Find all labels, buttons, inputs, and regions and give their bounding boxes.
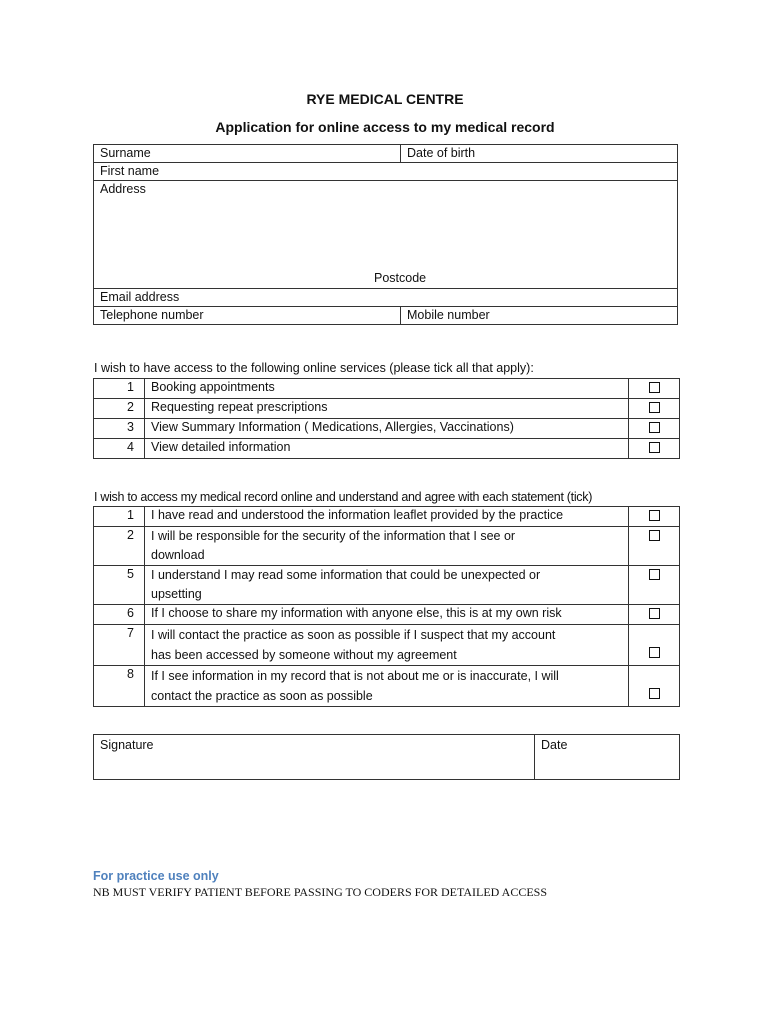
service-text: Booking appointments: [145, 379, 629, 399]
agreement-number: 6: [94, 605, 145, 625]
agreement-row: [94, 507, 680, 527]
agreement-text-line1: I have read and understood the information leaflet provided by the practice: [151, 508, 564, 522]
agreement-text-line1: If I see information in my record that is not about me or is inaccurate, I will: [151, 669, 559, 683]
checkbox-icon[interactable]: [649, 382, 660, 393]
services-table: [93, 378, 680, 459]
email-field[interactable]: [94, 289, 678, 307]
service-row: [94, 399, 680, 419]
agreement-number: 2: [94, 527, 145, 566]
signature-label: Signature: [100, 738, 154, 752]
service-number: 1: [94, 379, 145, 399]
checkbox-icon[interactable]: [649, 442, 660, 453]
service-number: 3: [94, 419, 145, 439]
checkbox-icon[interactable]: [649, 647, 660, 658]
service-row: [94, 379, 680, 399]
signature-date-label: Date: [541, 738, 568, 752]
agreement-text-line1: I will be responsible for the security of the information that I see or: [151, 529, 516, 543]
email-label: Email address: [100, 290, 180, 304]
signature-field[interactable]: [94, 735, 535, 780]
agreements-intro: I wish to access my medical record online and understand and agree with each statement (tick): [94, 490, 593, 504]
services-intro: I wish to have access to the following online services (please tick all that apply):: [94, 361, 534, 375]
checkbox-icon[interactable]: [649, 422, 660, 433]
agreement-checkbox[interactable]: [629, 625, 680, 666]
agreement-row: [94, 527, 680, 566]
checkbox-icon[interactable]: [649, 402, 660, 413]
checkbox-icon[interactable]: [649, 569, 660, 580]
checkbox-icon[interactable]: [649, 688, 660, 699]
agreement-text-line2: download: [151, 548, 205, 562]
service-row: [94, 439, 680, 459]
agreement-checkbox[interactable]: [629, 566, 680, 605]
agreement-checkbox[interactable]: [629, 605, 680, 625]
service-checkbox[interactable]: [629, 379, 680, 399]
checkbox-icon[interactable]: [649, 608, 660, 619]
agreement-row: [94, 605, 680, 625]
service-text: View detailed information: [145, 439, 629, 459]
agreement-text-line1: If I choose to share my information with anyone else, this is at my own risk: [151, 606, 562, 620]
postcode-label: Postcode: [374, 271, 427, 285]
telephone-label: Telephone number: [100, 308, 204, 322]
service-number: 2: [94, 399, 145, 419]
dob-label: Date of birth: [407, 146, 476, 160]
agreement-number: 5: [94, 566, 145, 605]
agreement-row: [94, 566, 680, 605]
address-field[interactable]: [94, 181, 678, 289]
checkbox-icon[interactable]: [649, 510, 660, 521]
form-title: RYE MEDICAL CENTRE: [306, 91, 464, 107]
service-row: [94, 419, 680, 439]
address-label: Address: [100, 182, 146, 196]
agreement-text-line2: upsetting: [151, 587, 202, 601]
first-name-field[interactable]: [94, 163, 678, 181]
personal-details-table: [93, 144, 678, 325]
agreement-checkbox[interactable]: [629, 666, 680, 707]
surname-field[interactable]: [94, 145, 401, 163]
agreement-checkbox[interactable]: [629, 507, 680, 527]
agreement-text-line2: has been accessed by someone without my agreement: [151, 648, 457, 662]
checkbox-icon[interactable]: [649, 530, 660, 541]
agreement-text-line1: I understand I may read some information that could be unexpected or: [151, 568, 541, 582]
dob-field[interactable]: [401, 145, 678, 163]
practice-note: NB MUST VERIFY PATIENT BEFORE PASSING TO CODERS FOR DETAILED ACCESS: [93, 885, 548, 899]
mobile-label: Mobile number: [407, 308, 490, 322]
agreement-number: 7: [94, 625, 145, 666]
agreement-number: 8: [94, 666, 145, 707]
service-checkbox[interactable]: [629, 419, 680, 439]
service-checkbox[interactable]: [629, 439, 680, 459]
agreement-number: 1: [94, 507, 145, 527]
telephone-field[interactable]: [94, 307, 401, 325]
agreement-text-line2: contact the practice as soon as possible: [151, 689, 373, 703]
first-name-label: First name: [100, 164, 160, 178]
service-checkbox[interactable]: [629, 399, 680, 419]
service-number: 4: [94, 439, 145, 459]
service-text: View Summary Information ( Medications, Allergies, Vaccinations): [145, 419, 629, 439]
agreement-checkbox[interactable]: [629, 527, 680, 566]
agreement-text-line1: I will contact the practice as soon as possible if I suspect that my account: [151, 628, 556, 642]
mobile-field[interactable]: [401, 307, 678, 325]
practice-use-heading: For practice use only: [93, 869, 219, 883]
signature-date-field[interactable]: [535, 735, 680, 780]
surname-label: Surname: [100, 146, 151, 160]
agreement-row: [94, 666, 680, 707]
signature-table: [93, 734, 680, 780]
service-text: Requesting repeat prescriptions: [145, 399, 629, 419]
agreements-table: [93, 506, 680, 707]
agreement-row: [94, 625, 680, 666]
form-subtitle: Application for online access to my medical record: [215, 119, 555, 135]
